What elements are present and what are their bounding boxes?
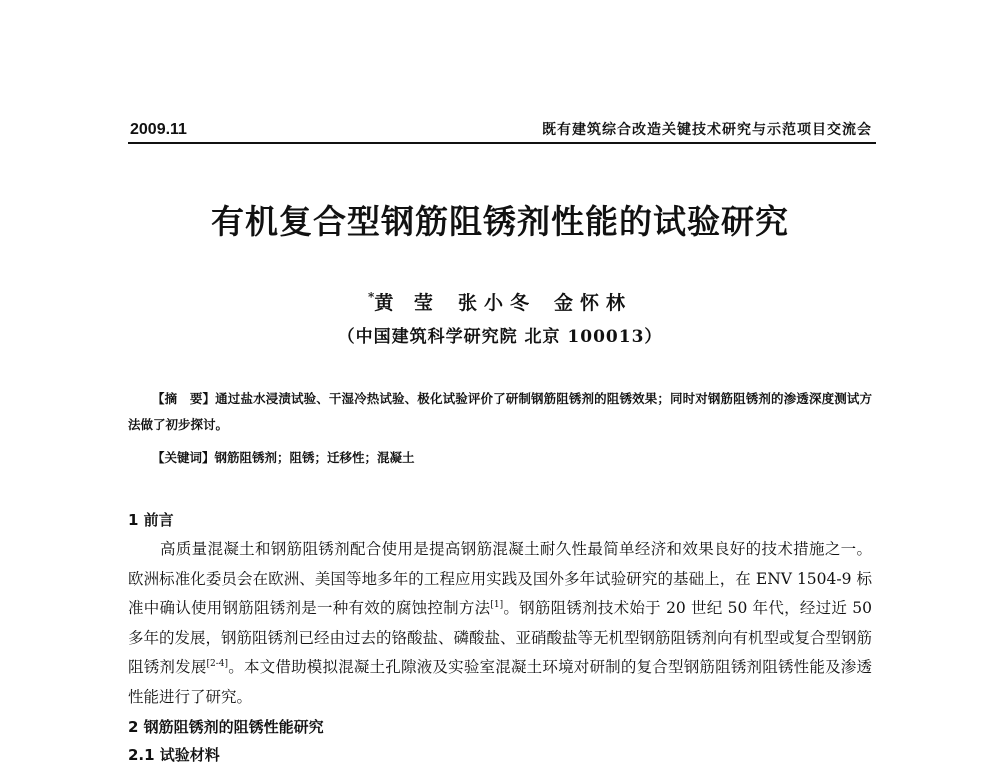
intro-text-part2: 。钢筋阻锈剂技术始于 20 世纪 50 年代，经过近 50 多年的发展，钢筋阻锈剂已经由过去的铬酸盐、磷酸盐、亚硝酸盐等无机型钢筋阻锈剂向有机型或复合型钢筋阻锈剂发展	[128, 599, 873, 676]
abstract-label: 【摘 要】	[152, 391, 216, 406]
keywords-text: 钢筋阻锈剂；阻锈；迁移性；混凝土	[214, 450, 415, 465]
abstract	[128, 386, 872, 438]
header-conference: 既有建筑综合改造关键技术研究与示范项目交流会	[542, 122, 872, 138]
keywords-label: 【关键词】	[152, 450, 215, 465]
section-heading-rust-inhibition: 2 钢筋阻锈剂的阻锈性能研究	[128, 718, 324, 736]
running-header	[128, 120, 876, 144]
affiliation: （中国建筑科学研究院 北京 100013）	[337, 327, 663, 347]
citation-ref: [2-4]	[206, 659, 229, 669]
subsection-heading-materials: 2.1 试验材料	[128, 746, 220, 764]
authors	[0, 284, 1000, 316]
citation-ref: [1]	[490, 600, 504, 610]
introduction-paragraph	[128, 535, 872, 712]
corresponding-author-marker: *	[368, 290, 375, 304]
intro-text-part1: 高质量混凝土和钢筋阻锈剂配合使用是提高钢筋混凝土耐久性最简单经济和效果良好的技术措施之一。欧洲标准化委员会在欧洲、美国等地多年的工程应用实践及国外多年试验研究的基础上，在 ENV 1504-9 标准中确认使用钢筋阻锈剂是一种有效的腐蚀控制方法	[128, 540, 872, 617]
header-date: 2009.11	[130, 121, 187, 138]
author-1: 黄 莹	[374, 292, 440, 314]
author-3: 金怀林	[553, 292, 632, 314]
paper-title: 有机复合型钢筋阻锈剂性能的试验研究	[211, 202, 789, 241]
section-heading-introduction: 1 前言	[128, 511, 174, 529]
intro-text-part3: 。本文借助模拟混凝土孔隙液及实验室混凝土环境对研制的复合型钢筋阻锈剂阻锈性能及渗透性能进行了研究。	[128, 658, 872, 706]
abstract-text: 通过盐水浸渍试验、干湿冷热试验、极化试验评价了研制钢筋阻锈剂的阻锈效果；同时对钢筋阻锈剂的渗透深度测试方法做了初步探讨。	[128, 391, 872, 432]
keywords	[128, 447, 872, 469]
author-2: 张小冬	[457, 292, 536, 314]
